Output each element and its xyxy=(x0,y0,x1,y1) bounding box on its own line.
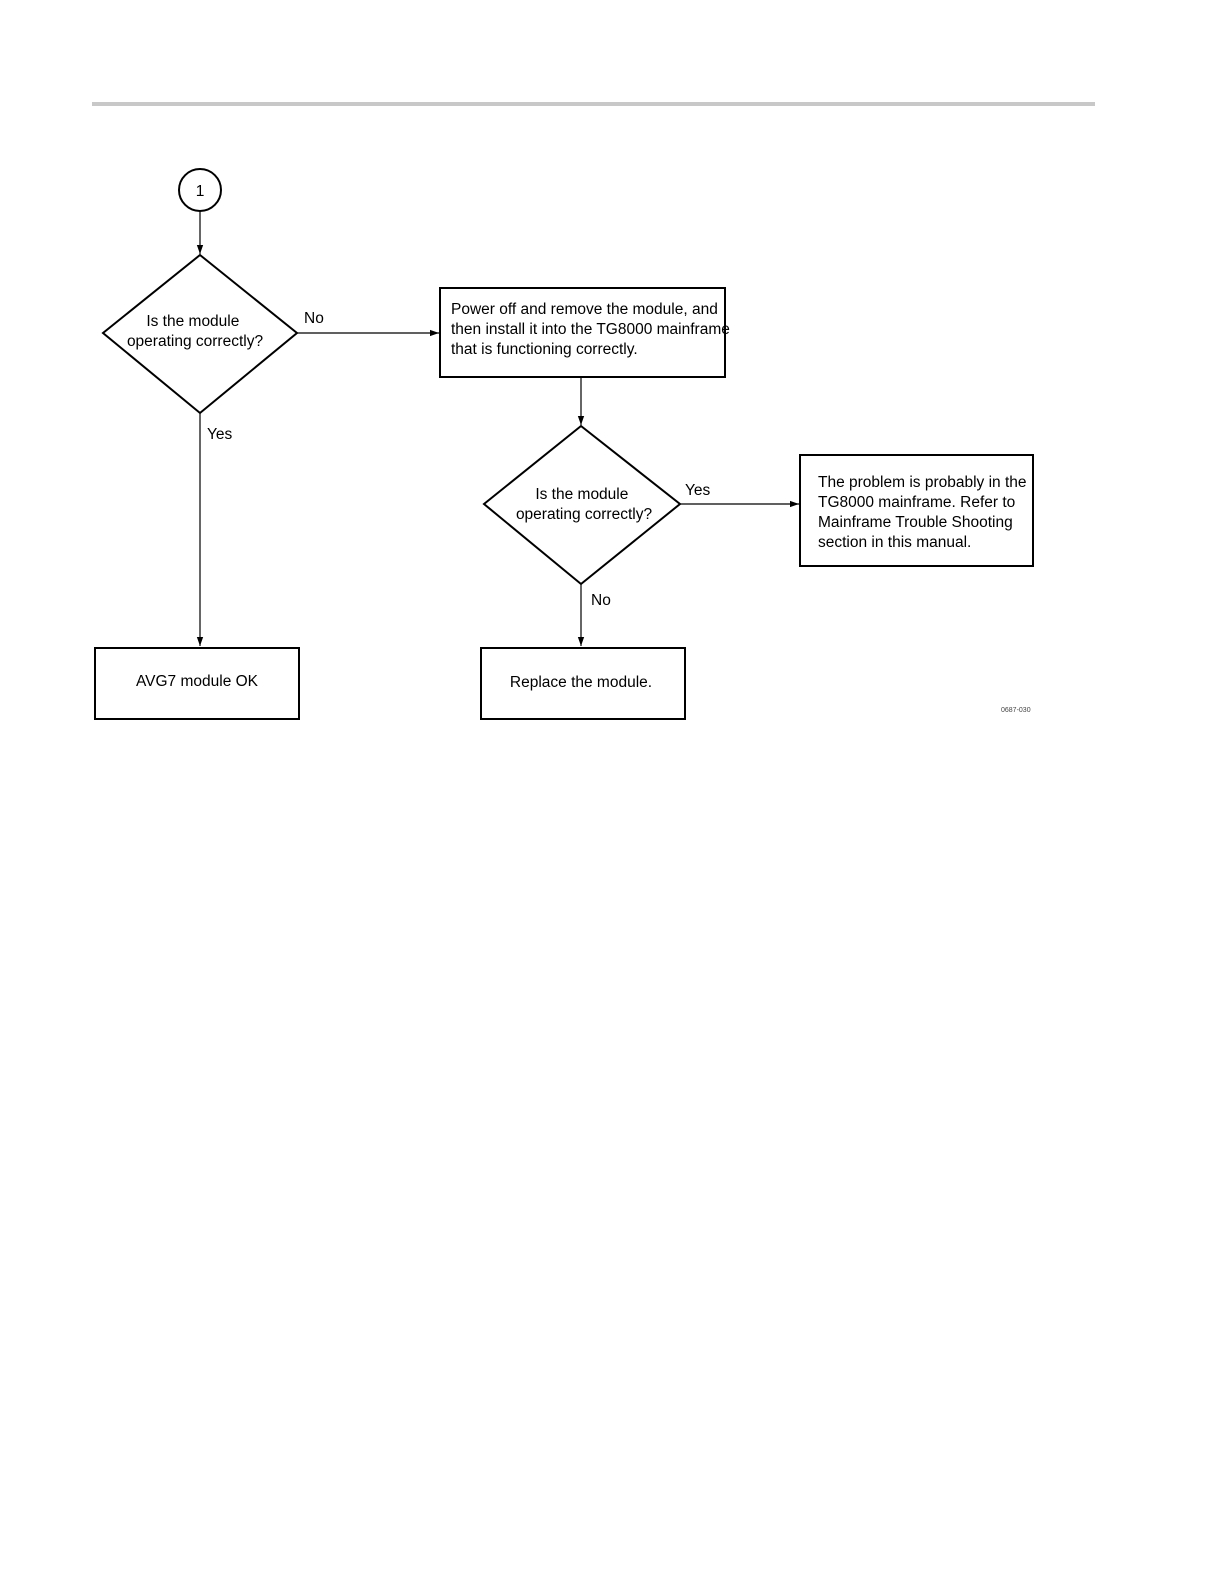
decision2-line-2: operating correctly? xyxy=(515,506,653,523)
power-off-line-1: Power off and remove the module, and xyxy=(451,301,718,318)
decision1-line-1: Is the module xyxy=(146,313,240,330)
decision2-diamond xyxy=(484,426,680,584)
figure-id: 0687-030 xyxy=(1001,707,1031,714)
decision1-yes-label: Yes xyxy=(207,426,233,443)
mainframe-line-3: Mainframe Trouble Shooting xyxy=(818,514,1013,531)
mainframe-line-2: TG8000 mainframe. Refer to xyxy=(818,494,1016,511)
decision2-line-1: Is the module xyxy=(535,486,629,503)
decision1-line-2: operating correctly? xyxy=(126,333,264,350)
decision1-no-label: No xyxy=(304,310,324,327)
mainframe-line-1: The problem is probably in the xyxy=(818,474,1027,491)
module-ok-text: AVG7 module OK xyxy=(135,673,259,690)
mainframe-line-4: section in this manual. xyxy=(818,534,972,551)
replace-module-text: Replace the module. xyxy=(509,674,653,691)
decision2-yes-label: Yes xyxy=(685,482,711,499)
power-off-line-3: that is functioning correctly. xyxy=(451,341,638,358)
power-off-line-2: then install it into the TG8000 mainframe xyxy=(451,321,730,338)
connector-label: 1 xyxy=(195,183,205,200)
decision2-no-label: No xyxy=(591,592,611,609)
